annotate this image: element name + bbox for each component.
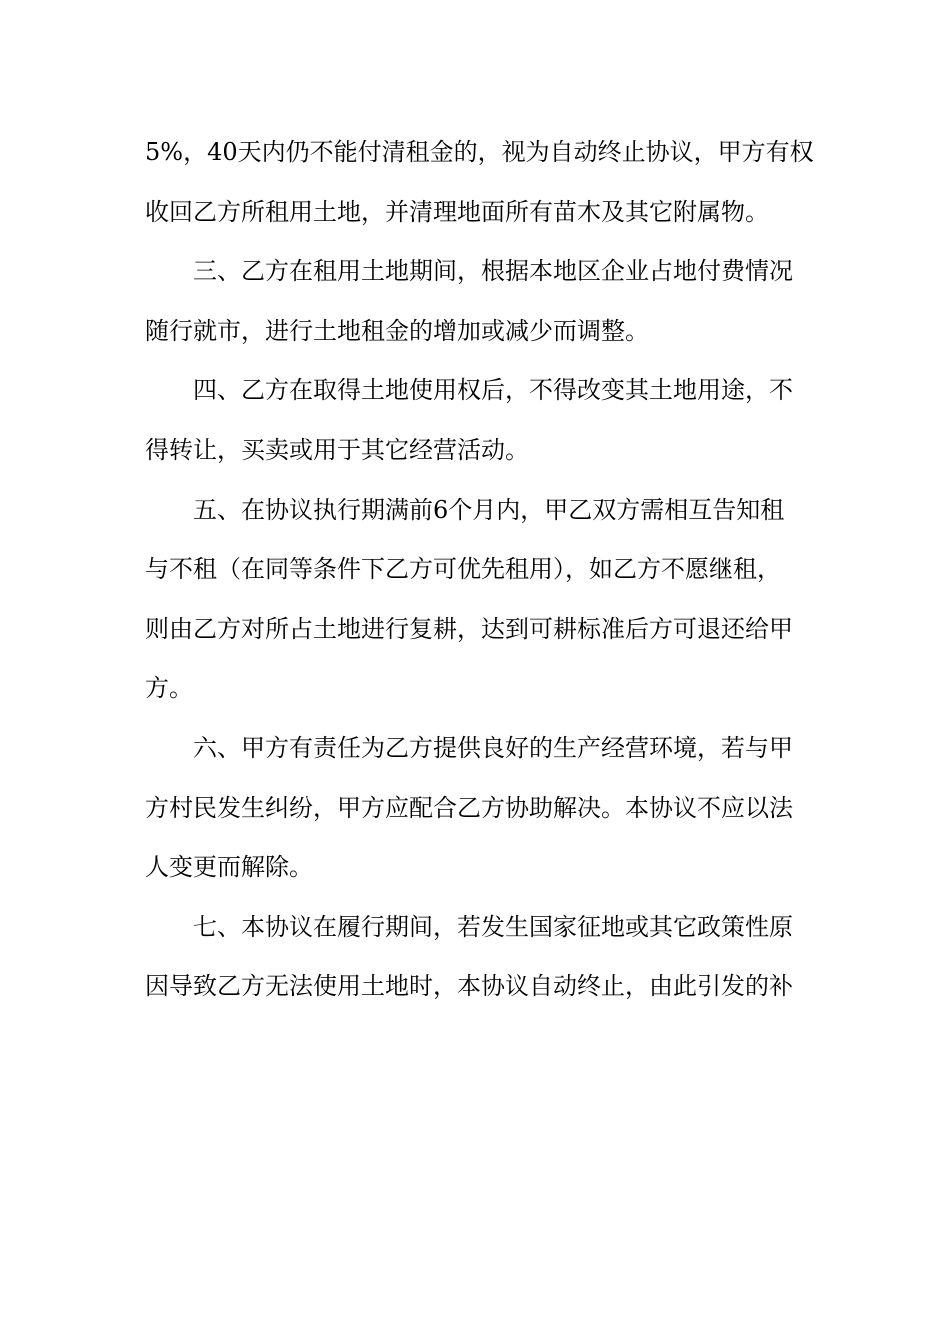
text-line: 方村民发生纠纷，甲方应配合乙方协助解决。本协议不应以法 <box>145 793 793 822</box>
text-line: 三、乙方在租用土地期间，根据本地区企业占地付费情况 <box>193 257 793 286</box>
text-line: 七、本协议在履行期间，若发生国家征地或其它政策性原 <box>193 912 793 941</box>
text-line: 五、在协议执行期满前6个月内，甲乙双方需相互告知租 <box>193 495 785 524</box>
text-line: 随行就市，进行土地租金的增加或减少而调整。 <box>145 316 649 345</box>
text-line: 因导致乙方无法使用土地时，本协议自动终止，由此引发的补 <box>145 972 793 1001</box>
text-line: 与不租（在同等条件下乙方可优先租用），如乙方不愿继租， <box>145 555 781 584</box>
text-line: 四、乙方在取得土地使用权后，不得改变其土地用途，不 <box>193 376 793 405</box>
text-line: 5%，40天内仍不能付清租金的，视为自动终止协议，甲方有权 <box>145 138 814 166</box>
text-line: 得转让，买卖或用于其它经营活动。 <box>145 435 529 464</box>
text-line: 方。 <box>145 674 193 703</box>
document-body <box>145 128 814 1022</box>
text-line: 人变更而解除。 <box>145 853 313 882</box>
text-line: 收回乙方所租用土地，并清理地面所有苗木及其它附属物。 <box>145 197 769 226</box>
text-line: 六、甲方有责任为乙方提供良好的生产经营环境，若与甲 <box>193 733 793 762</box>
text-line: 则由乙方对所占土地进行复耕，达到可耕标准后方可退还给甲 <box>145 614 793 643</box>
